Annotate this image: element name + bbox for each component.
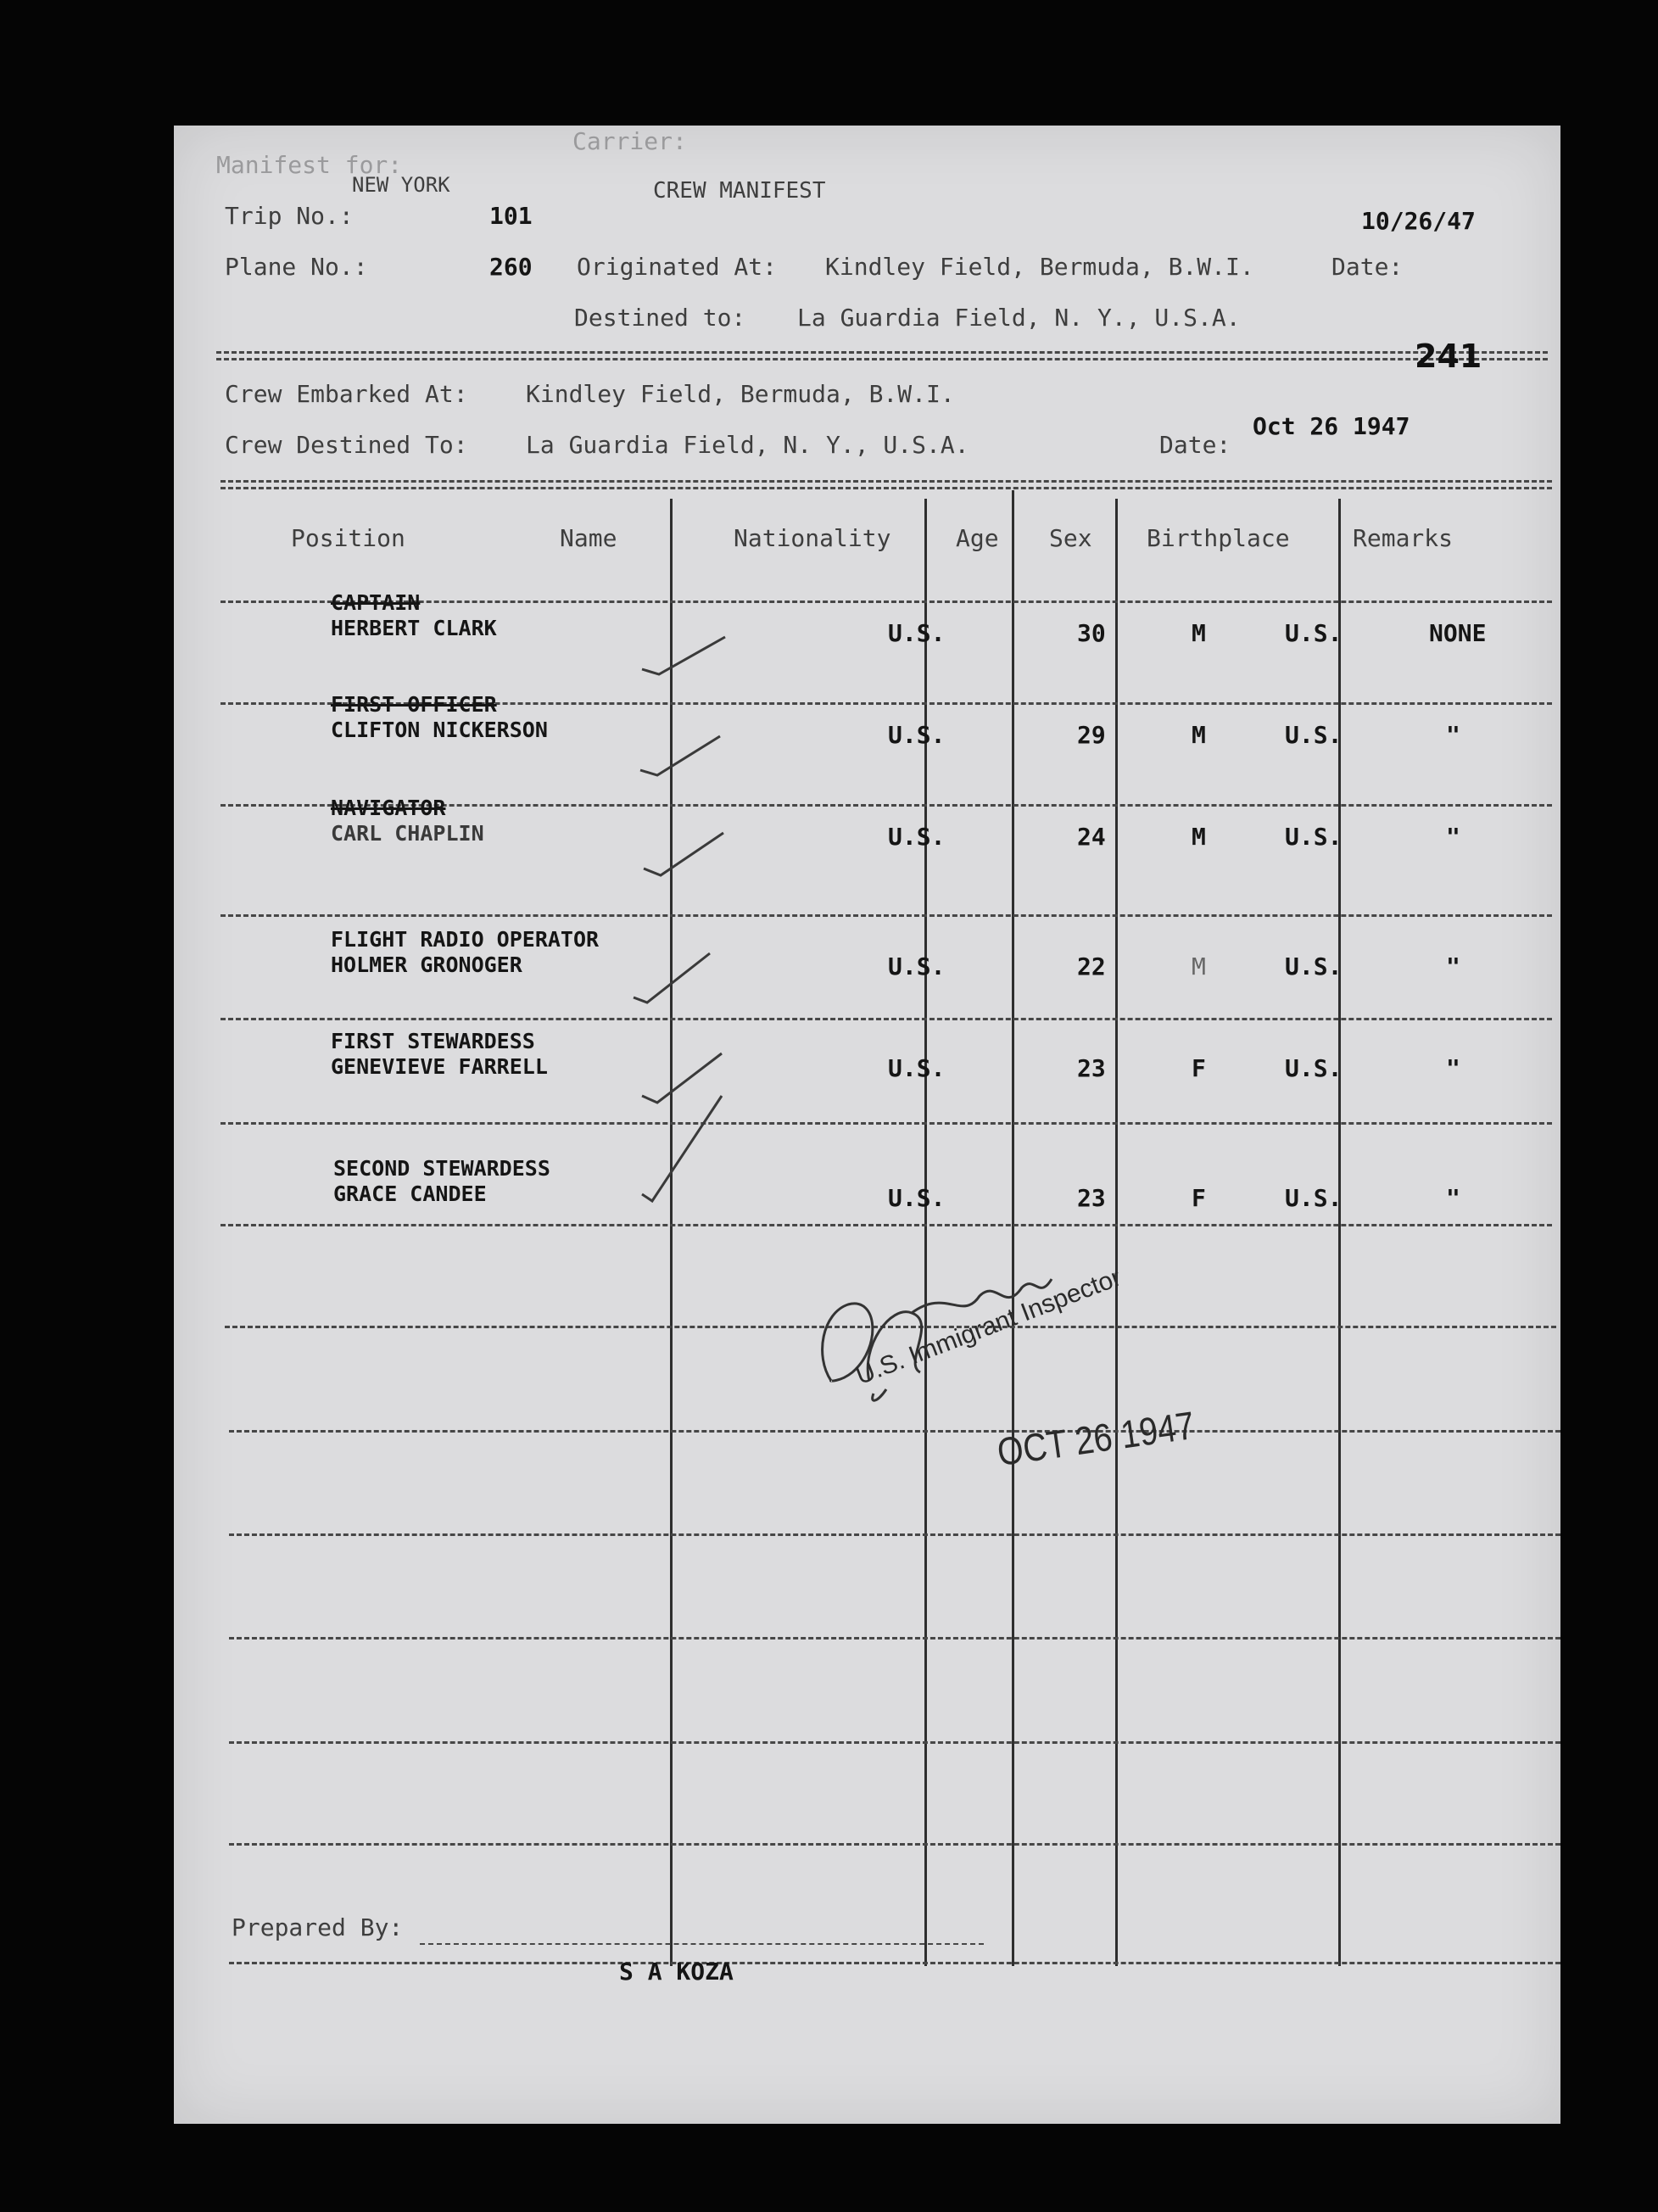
- crew-embarked-label: Crew Embarked At:: [225, 380, 468, 408]
- row-sex: M: [1192, 952, 1206, 980]
- column-divider: [1115, 499, 1118, 1966]
- row-divider: [221, 1122, 1552, 1125]
- row-name: HOLMER GRONOGER: [331, 952, 522, 977]
- column-divider: [670, 499, 673, 1966]
- row-birthplace: U.S.: [1285, 1054, 1343, 1082]
- destined-label: Destined to:: [574, 304, 746, 332]
- table-top-border: [221, 480, 1552, 483]
- row-divider: [229, 1637, 1560, 1639]
- row-nationality: U.S.: [888, 1054, 946, 1082]
- row-remarks: NONE: [1429, 619, 1487, 647]
- column-header-name: Name: [560, 524, 617, 552]
- document-title: CREW MANIFEST: [653, 178, 826, 204]
- column-header-age: Age: [956, 524, 999, 552]
- row-sex: F: [1192, 1184, 1206, 1212]
- column-divider: [1012, 490, 1014, 1966]
- row-name: GRACE CANDEE: [333, 1181, 487, 1206]
- stamp-date: OCT 26 1947: [994, 1402, 1197, 1475]
- trip-value: 101: [489, 202, 533, 230]
- prepared-by-label: Prepared By:: [232, 1913, 404, 1941]
- column-divider: [1338, 499, 1341, 1966]
- manifest-page: [174, 126, 1560, 2124]
- checkmark-icon: [639, 729, 732, 797]
- manifest-for-value: NEW YORK: [352, 173, 450, 197]
- signature-line: [420, 1943, 984, 1945]
- row-sex: M: [1192, 619, 1206, 647]
- row-age: 24: [1077, 823, 1106, 851]
- row-divider: [229, 1843, 1560, 1846]
- row-birthplace: U.S.: [1285, 952, 1343, 980]
- column-header-position: Position: [291, 524, 405, 552]
- row-divider: [229, 1430, 1560, 1433]
- checkmark-icon: [642, 828, 735, 896]
- row-nationality: U.S.: [888, 823, 946, 851]
- row-divider: [221, 600, 1552, 603]
- row-sex: M: [1192, 823, 1206, 851]
- prepared-by-value: S A KOZA: [619, 1958, 734, 1986]
- row-position: NAVIGATOR: [331, 796, 446, 820]
- header-divider-2: [216, 358, 1548, 360]
- row-birthplace: U.S.: [1285, 721, 1343, 749]
- page-number: 241: [1415, 338, 1482, 375]
- row-divider: [221, 914, 1552, 917]
- destined-value: La Guardia Field, N. Y., U.S.A.: [797, 304, 1241, 332]
- row-name: GENEVIEVE FARRELL: [331, 1054, 548, 1079]
- originated-label: Originated At:: [577, 253, 778, 281]
- row-name: CLIFTON NICKERSON: [331, 718, 548, 742]
- stamp-title: U.S. Immigrant Inspector: [851, 1263, 1125, 1391]
- carrier-label: Carrier:: [572, 127, 687, 155]
- row-age: 22: [1077, 952, 1106, 980]
- row-remarks: ": [1446, 1054, 1460, 1082]
- signature-icon: [810, 1254, 1064, 1406]
- row-age: 29: [1077, 721, 1106, 749]
- row-position: FIRST STEWARDESS: [331, 1029, 535, 1053]
- checkmark-icon: [632, 950, 725, 1018]
- row-divider: [221, 1224, 1552, 1226]
- column-header-nationality: Nationality: [734, 524, 891, 552]
- plane-label: Plane No.:: [225, 253, 368, 281]
- header-divider: [216, 351, 1548, 354]
- row-position: FLIGHT RADIO OPERATOR: [331, 927, 600, 952]
- row-age: 23: [1077, 1184, 1106, 1212]
- table-bottom-border: [229, 1962, 1560, 1964]
- row-sex: F: [1192, 1054, 1206, 1082]
- column-header-remarks: Remarks: [1353, 524, 1454, 552]
- manifest-date-label: Date:: [1331, 253, 1404, 281]
- table-top-border-2: [221, 487, 1552, 489]
- row-name: CARL CHAPLIN: [331, 821, 484, 846]
- manifest-for-label: Manifest for:: [216, 151, 403, 179]
- crew-date-value: Oct 26 1947: [1253, 412, 1410, 440]
- trip-label: Trip No.:: [225, 202, 354, 230]
- row-nationality: U.S.: [888, 952, 946, 980]
- row-nationality: U.S.: [888, 619, 946, 647]
- row-position: SECOND STEWARDESS: [333, 1156, 550, 1181]
- crew-embarked-value: Kindley Field, Bermuda, B.W.I.: [526, 380, 955, 408]
- row-divider: [221, 1018, 1552, 1020]
- row-birthplace: U.S.: [1285, 823, 1343, 851]
- originated-value: Kindley Field, Bermuda, B.W.I.: [825, 253, 1254, 281]
- crew-destined-label: Crew Destined To:: [225, 431, 468, 459]
- row-divider: [229, 1533, 1560, 1536]
- crew-destined-value: La Guardia Field, N. Y., U.S.A.: [526, 431, 969, 459]
- row-remarks: ": [1446, 721, 1460, 749]
- column-header-sex: Sex: [1049, 524, 1092, 552]
- row-age: 23: [1077, 1054, 1106, 1082]
- row-birthplace: U.S.: [1285, 619, 1343, 647]
- column-divider: [924, 499, 927, 1966]
- plane-value: 260: [489, 253, 533, 281]
- row-nationality: U.S.: [888, 721, 946, 749]
- row-remarks: ": [1446, 952, 1460, 980]
- row-remarks: ": [1446, 1184, 1460, 1212]
- row-age: 30: [1077, 619, 1106, 647]
- row-position: CAPTAIN: [331, 590, 421, 615]
- crew-date-label: Date:: [1159, 431, 1231, 459]
- checkmark-icon: [640, 630, 734, 698]
- manifest-date-value: 10/26/47: [1361, 207, 1476, 235]
- row-nationality: U.S.: [888, 1184, 946, 1212]
- row-name: HERBERT CLARK: [331, 616, 497, 640]
- row-remarks: ": [1446, 823, 1460, 851]
- row-divider: [229, 1741, 1560, 1744]
- checkmark-icon: [640, 1092, 734, 1220]
- row-position: FIRST OFFICER: [331, 692, 497, 717]
- row-sex: M: [1192, 721, 1206, 749]
- column-header-birthplace: Birthplace: [1147, 524, 1290, 552]
- row-birthplace: U.S.: [1285, 1184, 1343, 1212]
